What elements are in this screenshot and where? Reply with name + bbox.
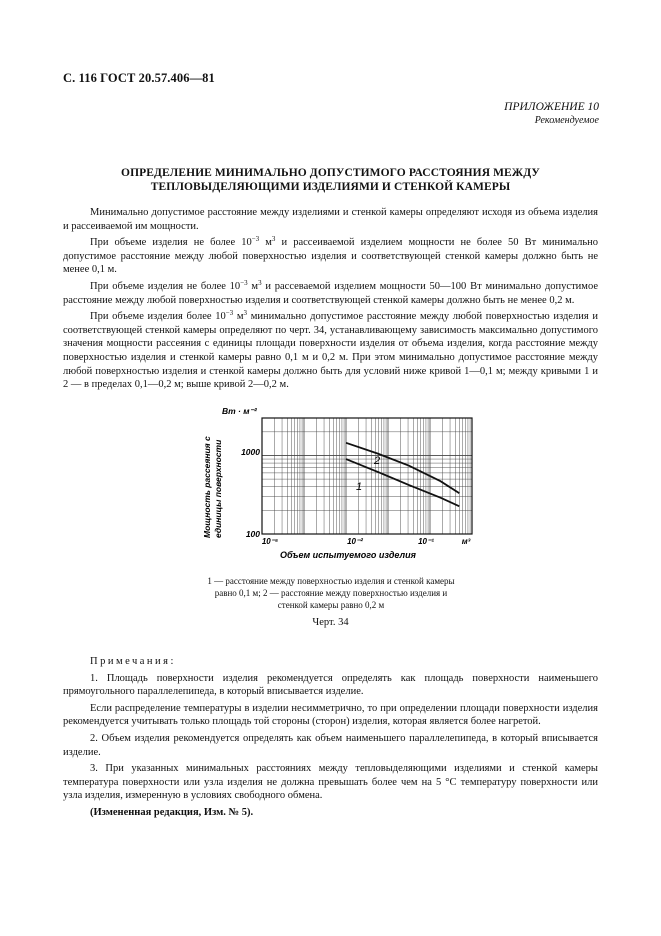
y-tick-100: 100 xyxy=(245,529,260,539)
series-label-2: 2 xyxy=(374,455,381,467)
p4-unit: 3 xyxy=(243,309,248,318)
x-axis-label: Объем испытуемого изделия xyxy=(280,550,416,560)
note-2: 2. Объем изделия рекомендуется определять как объем наименьшего параллелепипеда, в который вписывается изделие. xyxy=(63,732,598,758)
p4-part-c: минимально допустимое расстояние между любой поверхностью изделия и соответствующей стенкой камеры определяют по черт. 34, устанавливающему зависимость максимально допустимого значения мощности рассеяния с единицы площади поверхности изделия от объема изделия, когда расстояние между поверхностью изделия и стенкой камеры равно 0,1 м и 0,2 м. При этом минимально допустимое расстояние между любой поверхностью изделия и стенкой камеры должно быть для условий ниже кривой 1—0,1 м; между кривыми 1 и 2 — в пределах 0,1—0,2 м; выше кривой 2—0,2 м. xyxy=(63,311,598,391)
note-3: 3. При указанных минимальных расстояниях между тепловыделяющими изделиями и стенкой камеры температура поверхности или узла изделия не должна превышать более чем на 5 °С температуру поверхности или узла изделия, измеренную в условиях свободного обмена. xyxy=(63,763,598,802)
plot-frame xyxy=(262,418,472,534)
chart-grid xyxy=(262,418,472,534)
p2-part-b: м xyxy=(259,237,272,249)
title-line-2: ТЕПЛОВЫДЕЛЯЮЩИМИ ИЗДЕЛИЯМИ И СТЕНКОЙ КАМЕРЫ xyxy=(150,181,511,193)
x-tick-1e-5: 10⁻⁵ xyxy=(261,537,279,546)
chart-curves xyxy=(346,443,459,507)
p3-part-c: и рассеваемой изделием мощности 50—100 Вт минимально допустимое расстояние между любой поверхностью изделия и соответствующей стенкой камеры должно быть не менее 0,2 м. xyxy=(63,280,598,306)
p2-exponent: −3 xyxy=(251,235,260,244)
note-1: 1. Площадь поверхности изделия рекомендуется определять как площадь поверхности наименьшего прямоугольного параллелепипеда, в который вписывается изделие. xyxy=(63,672,598,698)
p4-part-b: м xyxy=(233,311,244,323)
p3-part-b: м xyxy=(247,280,259,292)
p2-part-c: и рассеиваемой изделием мощности не более 50 Вт минимально допустимое расстояние между любой поверхностью изделия и соответствующей стенкой камеры должно быть не менее 0,1 м. xyxy=(63,237,599,276)
appendix-status: Рекомендуемое xyxy=(534,115,599,126)
notes-heading: Примечания: xyxy=(90,656,176,667)
figure-number: Черт. 34 xyxy=(312,617,349,628)
p3-part-a: При объеме изделия не более 10 xyxy=(90,280,241,292)
x-tick-unit: м³ xyxy=(461,537,471,546)
series-label-1: 1 xyxy=(356,481,363,493)
y-axis-label-line-1: Мощность рассеяния с xyxy=(202,436,212,538)
p4-part-a: При объеме изделия более 10 xyxy=(90,311,226,323)
paragraph-2 xyxy=(63,236,598,277)
y-axis-label-line-2: единицы поверхности xyxy=(213,439,223,538)
caption-line-1: 1 — расстояние между поверхностью изделия и стенкой камеры xyxy=(207,576,455,586)
paragraph-4 xyxy=(63,310,598,392)
chart-svg xyxy=(200,400,490,570)
paragraph-3 xyxy=(63,280,598,307)
body-text xyxy=(63,206,598,395)
figure-34 xyxy=(200,400,490,570)
appendix-number: ПРИЛОЖЕНИЕ 10 xyxy=(504,101,599,113)
p2-unit: 3 xyxy=(271,235,276,244)
y-unit-label: Вт · м⁻² xyxy=(222,406,257,416)
section-title xyxy=(63,166,598,194)
note-1-continued: Если распределение температуры в изделии несимметрично, то при определении площади поверхности изделия рекомендуется учитывать только площадь той стороны (сторон) изделия, которая является более нагретой. xyxy=(63,702,598,728)
p4-exponent: −3 xyxy=(225,309,234,318)
y-tick-1000: 1000 xyxy=(241,447,260,457)
paragraph-1: Минимально допустимое расстояние между изделиями и стенкой камеры определяют исходя из объема изделия и рассеиваемой им мощности. xyxy=(63,207,598,232)
title-line-1: ОПРЕДЕЛЕНИЕ МИНИМАЛЬНО ДОПУСТИМОГО РАССТОЯНИЯ МЕЖДУ xyxy=(121,167,540,179)
x-tick-1e-2: 10⁻² xyxy=(347,537,363,546)
figure-caption xyxy=(170,575,492,611)
curve-2 xyxy=(346,443,459,494)
appendix-label xyxy=(504,100,599,128)
notes-section xyxy=(63,655,598,823)
page-header: С. 116 ГОСТ 20.57.406—81 xyxy=(63,71,215,85)
x-tick-1e-1: 10⁻¹ xyxy=(418,537,434,546)
p3-unit: 3 xyxy=(258,278,262,287)
p2-part-a: При объеме изделия не более 10 xyxy=(90,237,252,249)
p3-exponent: −3 xyxy=(240,278,248,287)
edition-note: (Измененная редакция, Изм. № 5). xyxy=(90,806,254,818)
caption-line-3: стенкой камеры равно 0,2 м xyxy=(277,600,385,610)
caption-line-2: равно 0,1 м; 2 — расстояние между поверхностью изделия и xyxy=(214,588,448,598)
